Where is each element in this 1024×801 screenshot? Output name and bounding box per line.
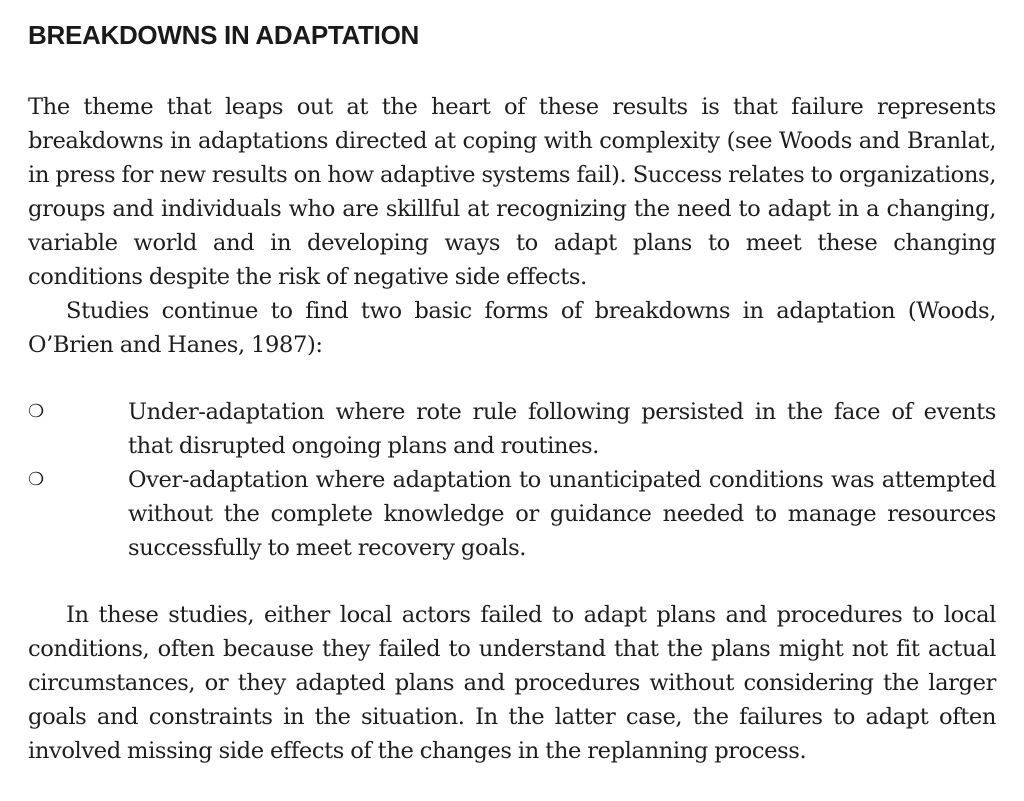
circle-bullet-icon: ❍	[28, 469, 45, 490]
paragraph-conclusion: In these studies, either local actors failed to adapt plans and procedures to local conditions, often because they failed to understand that the plans might not fit actual circumstances, or they adapted plans and procedures without considering the larger goals and constraints in the situation. In the latter case, the failures to adapt often involved missing side effects of the changes in the replanning process.	[28, 602, 996, 764]
list-item-under-adaptation	[28, 395, 996, 463]
breakdown-forms-list	[28, 395, 996, 565]
list-item-over-adaptation	[28, 463, 996, 565]
list-item-text: Over-adaptation where adaptation to unanticipated conditions was attempted without the complete knowledge or guidance needed to manage resources successfully to meet recovery goals.	[128, 467, 996, 561]
circle-bullet-icon: ❍	[28, 401, 45, 422]
paragraph-intro: The theme that leaps out at the heart of these results is that failure represents breakdowns in adaptations directed at coping with complexity (see Woods and Branlat, in press for new results on how adaptive systems fail). Success relates to organizations, groups and individuals who are skillful at recognizing the need to adapt in a changing, variable world and in developing ways to adapt plans to meet these changing conditions despite the risk of negative side effects.	[28, 94, 996, 290]
paragraph-studies: Studies continue to find two basic forms of breakdowns in adaptation (Woods, O’Brien and Hanes, 1987):	[28, 298, 996, 358]
list-item-text: Under-adaptation where rote rule following persisted in the face of events that disrupted ongoing plans and routines.	[128, 399, 996, 459]
section-heading: BREAKDOWNS IN ADAPTATION	[28, 20, 419, 50]
